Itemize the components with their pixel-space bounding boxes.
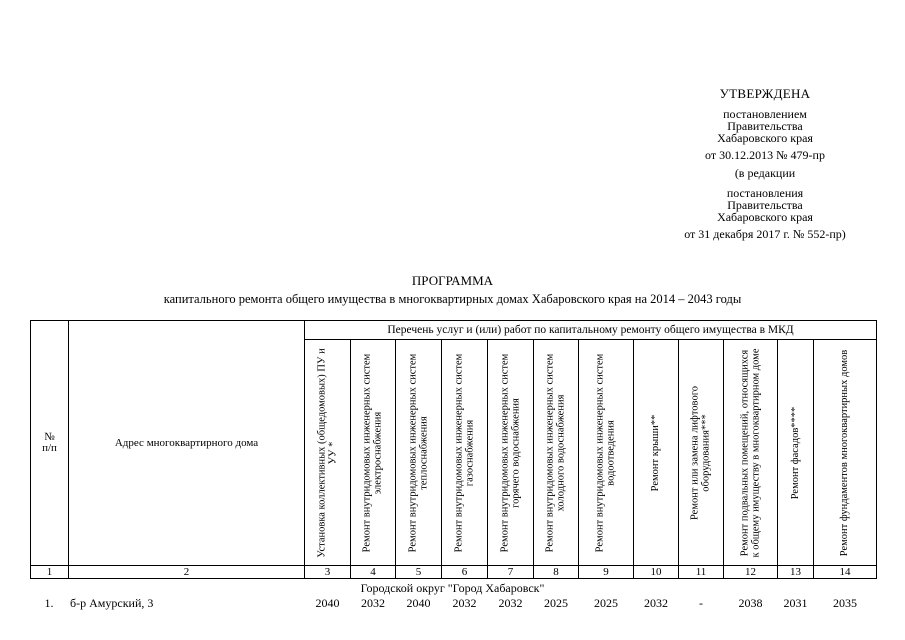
row-value: 2035 (833, 596, 857, 610)
column-header-electricity: Ремонт внутридомовых инженерных систем электроснабжения (361, 353, 383, 552)
column-number: 6 (461, 566, 468, 578)
row-value: - (699, 596, 703, 610)
row-number: 1. (44, 596, 54, 610)
column-header-elevator: Ремонт или замена лифтового оборудования*** (689, 385, 711, 520)
column-number: 13 (790, 566, 801, 578)
program-subtitle: капитального ремонта общего имущества в многоквартирных домах Хабаровского края на 2014 – 2043 годы (163, 292, 742, 306)
column-header-address: Адрес многоквартирного дома (114, 436, 259, 449)
column-number: 1 (46, 566, 53, 578)
column-header-facade: Ремонт фасадов**** (789, 406, 801, 499)
section-heading: Городской округ "Город Хабаровск" (360, 581, 545, 595)
column-number: 7 (507, 566, 514, 578)
column-header-roof: Ремонт крыши** (649, 414, 661, 491)
approval-line: Хабаровского края (717, 210, 813, 224)
row-value: 2032 (644, 596, 668, 610)
approval-line: постановления (726, 186, 804, 200)
row-value: 2032 (498, 596, 523, 610)
column-number: 3 (324, 566, 331, 578)
row-value: 2025 (544, 596, 568, 610)
column-number: 5 (415, 566, 422, 578)
column-header-foundation: Ремонт фундаментов многоквартирных домов (838, 349, 850, 556)
column-header-drainage: Ремонт внутридомовых инженерных систем водоотведения (594, 353, 616, 552)
row-value: 2032 (361, 596, 385, 610)
column-header-meters: Установка коллективных (общедомовых) ПУ и УУ * (316, 347, 338, 558)
approval-line: Хабаровского края (717, 131, 813, 145)
row-address: б-р Амурский, 3 (70, 596, 154, 610)
row-value: 2040 (406, 596, 431, 610)
services-group-header: Перечень услуг и (или) работ по капитальному ремонту общего имущества в МКД (387, 323, 794, 336)
column-number: 4 (370, 566, 376, 578)
approval-line: Правительства (727, 198, 803, 212)
column-number: 12 (745, 566, 756, 578)
column-header-heating: Ремонт внутридомовых инженерных систем теплоснабжения (407, 353, 429, 552)
column-number: 14 (839, 566, 851, 578)
column-number: 2 (183, 566, 190, 578)
row-value: 2040 (315, 596, 340, 610)
approval-line: постановлением (723, 107, 807, 121)
approval-title: УТВЕРЖДЕНА (719, 86, 811, 101)
approval-line: Правительства (727, 119, 803, 133)
approval-line: от 31 декабря 2017 г. № 552-пр) (684, 227, 846, 241)
column-number: 10 (650, 566, 662, 578)
column-header-cold-water: Ремонт внутридомовых инженерных систем холодного водоснабжения (544, 353, 566, 552)
row-value: 2038 (738, 596, 763, 610)
column-number: 9 (603, 566, 609, 578)
column-header-number: № п/п (42, 431, 57, 454)
approval-block (650, 88, 880, 240)
column-header-gas: Ремонт внутридомовых инженерных систем газоснабжения (453, 353, 475, 552)
program-title: ПРОГРАММА (411, 273, 494, 288)
column-header-hot-water: Ремонт внутридомовых инженерных систем горячего водоснабжения (499, 353, 521, 552)
row-value: 2031 (783, 596, 808, 610)
row-value: 2032 (452, 596, 477, 610)
column-header-basement: Ремонт подвальных помещений, относящихся к общему имуществу в многоквартирном доме (739, 348, 761, 558)
approval-line: (в редакции (734, 166, 796, 180)
row-value: 2025 (594, 596, 618, 610)
column-number: 11 (695, 566, 707, 578)
column-number: 8 (553, 566, 559, 578)
approval-line: от 30.12.2013 № 479-пр (705, 148, 825, 162)
